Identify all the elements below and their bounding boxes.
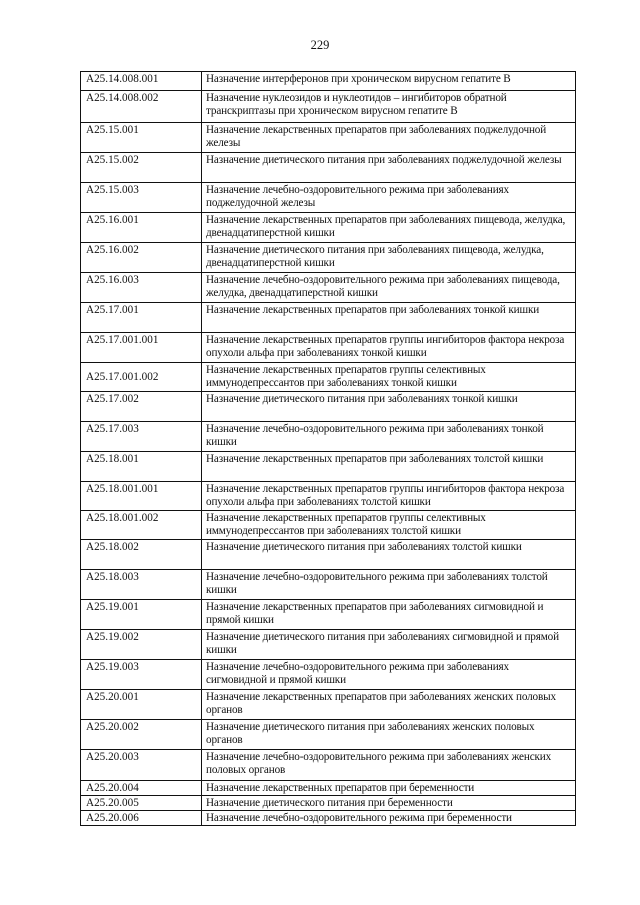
table-row: [81, 630, 576, 660]
name-cell: Назначение лечебно-оздоровительного режима при заболеваниях сигмовидной и прямой кишки: [202, 660, 576, 690]
table-row: [81, 690, 576, 720]
name-cell: Назначение лекарственных препаратов группы селективных иммунодепрессантов при заболеваниях тонкой кишки: [202, 363, 576, 392]
name-cell: Назначение диетического питания при заболеваниях тонкой кишки: [202, 392, 576, 422]
table-row: [81, 781, 576, 796]
code-cell: A25.20.004: [81, 781, 202, 796]
table-row: [81, 720, 576, 750]
table-row: [81, 363, 576, 392]
name-cell: Назначение лечебно-оздоровительного режима при заболеваниях толстой кишки: [202, 570, 576, 600]
service-codes-table: [80, 71, 576, 826]
code-cell: A25.18.001.001: [81, 482, 202, 511]
code-cell: A25.20.002: [81, 720, 202, 750]
table-row: [81, 452, 576, 482]
table-row: [81, 183, 576, 213]
code-cell: A25.20.001: [81, 690, 202, 720]
table-row: [81, 660, 576, 690]
name-cell: Назначение лекарственных препаратов при заболеваниях поджелудочной железы: [202, 123, 576, 153]
table-row: [81, 303, 576, 333]
code-cell: A25.18.003: [81, 570, 202, 600]
table-row: [81, 72, 576, 91]
name-cell: Назначение лекарственных препаратов группы ингибиторов фактора некроза опухоли альфа при заболеваниях толстой кишки: [202, 482, 576, 511]
table-row: [81, 570, 576, 600]
table-row: [81, 273, 576, 303]
code-cell: A25.18.001.002: [81, 511, 202, 540]
code-cell: A25.20.005: [81, 796, 202, 811]
name-cell: Назначение диетического питания при заболеваниях сигмовидной и прямой кишки: [202, 630, 576, 660]
code-cell: A25.17.003: [81, 422, 202, 452]
table-row: [81, 422, 576, 452]
table-row: [81, 91, 576, 123]
code-cell: A25.15.001: [81, 123, 202, 153]
code-cell: A25.14.008.002: [81, 91, 202, 123]
name-cell: Назначение лекарственных препаратов группы селективных иммунодепрессантов при заболеваниях толстой кишки: [202, 511, 576, 540]
name-cell: Назначение лекарственных препаратов группы ингибиторов фактора некроза опухоли альфа при заболеваниях тонкой кишки: [202, 333, 576, 363]
name-cell: Назначение лекарственных препаратов при заболеваниях сигмовидной и прямой кишки: [202, 600, 576, 630]
code-cell: A25.17.002: [81, 392, 202, 422]
code-cell: A25.16.002: [81, 243, 202, 273]
name-cell: Назначение лекарственных препаратов при заболеваниях тонкой кишки: [202, 303, 576, 333]
name-cell: Назначение лекарственных препаратов при заболеваниях женских половых органов: [202, 690, 576, 720]
table-row: [81, 392, 576, 422]
table-row: [81, 123, 576, 153]
table-row: [81, 213, 576, 243]
code-cell: A25.19.001: [81, 600, 202, 630]
table-row: [81, 540, 576, 570]
table-row: [81, 243, 576, 273]
table-row: [81, 811, 576, 826]
name-cell: Назначение лечебно-оздоровительного режима при заболеваниях поджелудочной железы: [202, 183, 576, 213]
code-cell: A25.20.003: [81, 750, 202, 781]
name-cell: Назначение диетического питания при заболеваниях женских половых органов: [202, 720, 576, 750]
table-row: [81, 511, 576, 540]
code-cell: A25.19.002: [81, 630, 202, 660]
table-body: [81, 72, 576, 826]
name-cell: Назначение лечебно-оздоровительного режима при заболеваниях пищевода, желудка, двенадцатиперстной кишки: [202, 273, 576, 303]
code-cell: A25.16.003: [81, 273, 202, 303]
code-cell: A25.15.003: [81, 183, 202, 213]
name-cell: Назначение интерферонов при хроническом вирусном гепатите В: [202, 72, 576, 91]
code-cell: A25.17.001: [81, 303, 202, 333]
name-cell: Назначение лечебно-оздоровительного режима при заболеваниях тонкой кишки: [202, 422, 576, 452]
table-row: [81, 482, 576, 511]
table-row: [81, 333, 576, 363]
code-cell: A25.14.008.001: [81, 72, 202, 91]
table-row: [81, 750, 576, 781]
code-cell: A25.20.006: [81, 811, 202, 826]
table-row: [81, 153, 576, 183]
code-cell: A25.17.001.001: [81, 333, 202, 363]
name-cell: Назначение диетического питания при заболеваниях толстой кишки: [202, 540, 576, 570]
name-cell: Назначение лекарственных препаратов при беременности: [202, 781, 576, 796]
code-cell: A25.18.002: [81, 540, 202, 570]
name-cell: Назначение диетического питания при беременности: [202, 796, 576, 811]
code-cell: A25.17.001.002: [81, 363, 202, 392]
table-row: [81, 600, 576, 630]
code-cell: A25.16.001: [81, 213, 202, 243]
name-cell: Назначение лекарственных препаратов при заболеваниях пищевода, желудка, двенадцатиперстной кишки: [202, 213, 576, 243]
name-cell: Назначение лекарственных препаратов при заболеваниях толстой кишки: [202, 452, 576, 482]
code-cell: A25.15.002: [81, 153, 202, 183]
name-cell: Назначение диетического питания при заболеваниях пищевода, желудка, двенадцатиперстной кишки: [202, 243, 576, 273]
code-cell: A25.18.001: [81, 452, 202, 482]
name-cell: Назначение лечебно-оздоровительного режима при беременности: [202, 811, 576, 826]
name-cell: Назначение нуклеозидов и нуклеотидов – ингибиторов обратной транскриптазы при хроническом вирусном гепатите В: [202, 91, 576, 123]
page-number: 229: [310, 38, 330, 52]
name-cell: Назначение лечебно-оздоровительного режима при заболеваниях женских половых органов: [202, 750, 576, 781]
code-cell: A25.19.003: [81, 660, 202, 690]
table-row: [81, 796, 576, 811]
name-cell: Назначение диетического питания при заболеваниях поджелудочной железы: [202, 153, 576, 183]
